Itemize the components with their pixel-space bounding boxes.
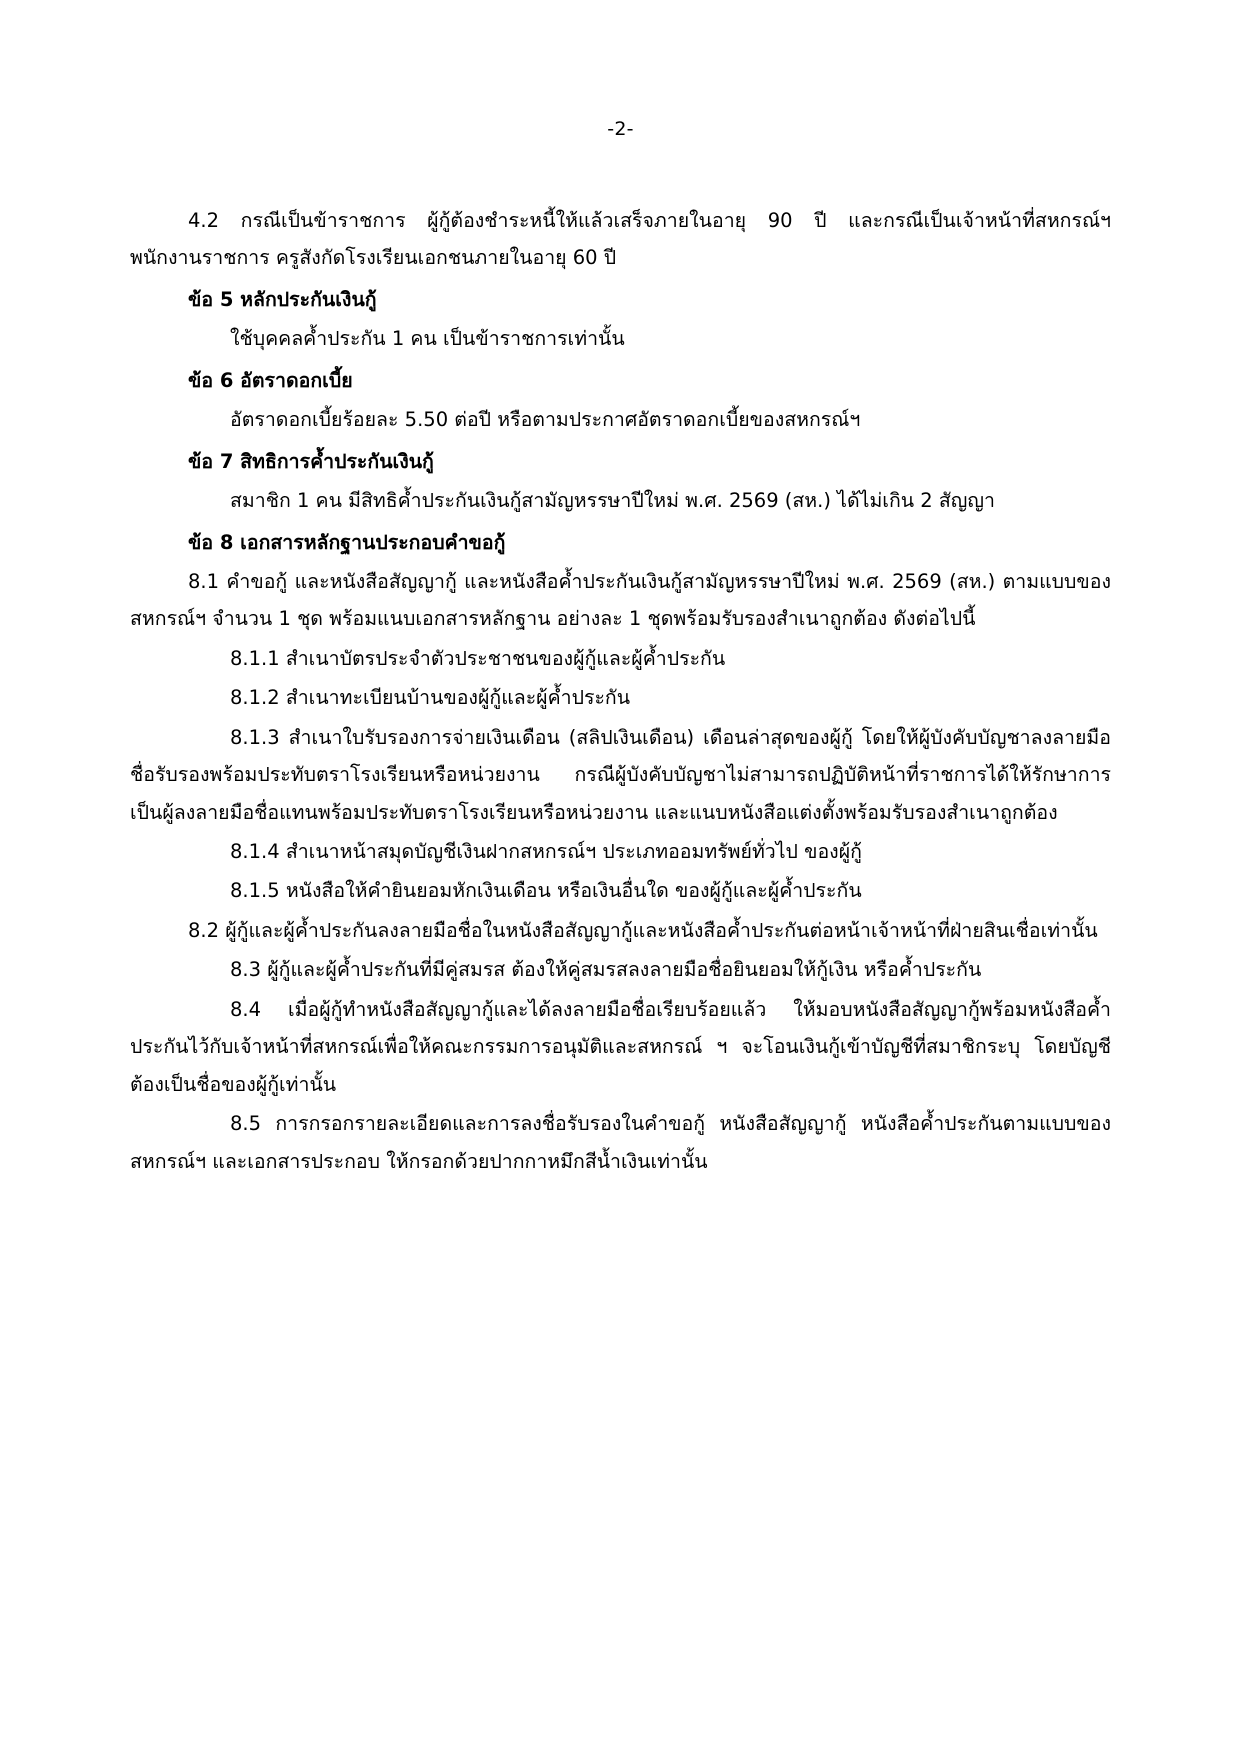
paragraph-clause-8-4: 8.4 เมื่อผู้กู้ทำหนังสือสัญญากู้และได้ลงลายมือชื่อเรียบร้อยแล้ว ให้มอบหนังสือสัญญากู้พร้อมหนังสือค้ำประกันไว้กับเจ้าหน้าที่สหกรณ์เพื่อให้คณะกรรมการอนุมัติและสหกรณ์ ฯ จะโอนเงินกู้เข้าบัญชีที่สมาชิกระบุ โดยบัญชีต้องเป็นชื่อของผู้กู้เท่านั้น — [130, 997, 1111, 1096]
paragraph-clause-5-body: ใช้บุคคลค้ำประกัน 1 คน เป็นข้าราชการเท่านั้น — [230, 327, 625, 351]
paragraph-clause-7-body: สมาชิก 1 คน มีสิทธิค้ำประกันเงินกู้สามัญหรรษาปีใหม่ พ.ศ. 2569 (สห.) ได้ไม่เกิน 2 สัญญา — [230, 489, 995, 513]
paragraph-clause-8-1-5: 8.1.5 หนังสือให้คำยินยอมหักเงินเดือน หรือเงินอื่นใด ของผู้กู้และผู้ค้ำประกัน — [230, 879, 862, 903]
page-number: -2- — [607, 118, 634, 140]
paragraph-clause-8-1-1: 8.1.1 สำเนาบัตรประจำตัวประชาชนของผู้กู้และผู้ค้ำประกัน — [230, 646, 726, 670]
paragraph-clause-8-5: 8.5 การกรอกรายละเอียดและการลงชื่อรับรองในคำขอกู้ หนังสือสัญญากู้ หนังสือค้ำประกันตามแบบของสหกรณ์ฯ และเอกสารประกอบ ให้กรอกด้วยปากกาหมึกสีน้ำเงินเท่านั้น — [130, 1112, 1111, 1173]
heading-clause-8: ข้อ 8 เอกสารหลักฐานประกอบคำขอกู้ — [188, 530, 506, 554]
heading-clause-7: ข้อ 7 สิทธิการค้ำประกันเงินกู้ — [188, 449, 434, 473]
paragraph-clause-4-2: 4.2 กรณีเป็นข้าราชการ ผู้กู้ต้องชำระหนี้ให้แล้วเสร็จภายในอายุ 90 ปี และกรณีเป็นเจ้าหน้าที่สหกรณ์ฯ พนักงานราชการ ครูสังกัดโรงเรียนเอกชนภายในอายุ 60 ปี — [130, 209, 1111, 270]
document-body — [130, 202, 1111, 1180]
heading-clause-5: ข้อ 5 หลักประกันเงินกู้ — [188, 287, 377, 311]
paragraph-clause-8-1-4: 8.1.4 สำเนาหน้าสมุดบัญชีเงินฝากสหกรณ์ฯ ประเภทออมทรัพย์ทั่วไป ของผู้กู้ — [230, 840, 862, 863]
paragraph-clause-8-1-3: 8.1.3 สำเนาใบรับรองการจ่ายเงินเดือน (สลิปเงินเดือน) เดือนล่าสุดของผู้กู้ โดยให้ผู้บังคับบัญชาลงลายมือชื่อรับรองพร้อมประทับตราโรงเรียนหรือหน่วยงาน กรณีผู้บังคับบัญชาไม่สามารถปฏิบัติหน้าที่ราชการได้ให้รักษาการเป็นผู้ลงลายมือชื่อแทนพร้อมประทับตราโรงเรียนหรือหน่วยงาน และแนบหนังสือแต่งตั้งพร้อมรับรองสำเนาถูกต้อง — [130, 725, 1111, 824]
paragraph-clause-8-3: 8.3 ผู้กู้และผู้ค้ำประกันที่มีคู่สมรส ต้องให้คู่สมรสลงลายมือชื่อยินยอมให้กู้เงิน หรือค้ำประกัน — [230, 958, 982, 982]
paragraph-clause-8-2: 8.2 ผู้กู้และผู้ค้ำประกันลงลายมือชื่อในหนังสือสัญญากู้และหนังสือค้ำประกันต่อหน้าเจ้าหน้าที่ฝ่ายสินเชื่อเท่านั้น — [188, 918, 1098, 942]
heading-clause-6: ข้อ 6 อัตราดอกเบี้ย — [188, 368, 353, 392]
paragraph-clause-8-1: 8.1 คำขอกู้ และหนังสือสัญญากู้ และหนังสือค้ำประกันเงินกู้สามัญหรรษาปีใหม่ พ.ศ. 2569 (สห.) ตามแบบของสหกรณ์ฯ จำนวน 1 ชุด พร้อมแนบเอกสารหลักฐาน อย่างละ 1 ชุดพร้อมรับรองสำเนาถูกต้อง ดังต่อไปนี้ — [130, 569, 1111, 631]
paragraph-clause-8-1-2: 8.1.2 สำเนาทะเบียนบ้านของผู้กู้และผู้ค้ำประกัน — [230, 686, 631, 710]
paragraph-clause-6-body: อัตราดอกเบี้ยร้อยละ 5.50 ต่อปี หรือตามประกาศอัตราดอกเบี้ยของสหกรณ์ฯ — [230, 408, 861, 432]
